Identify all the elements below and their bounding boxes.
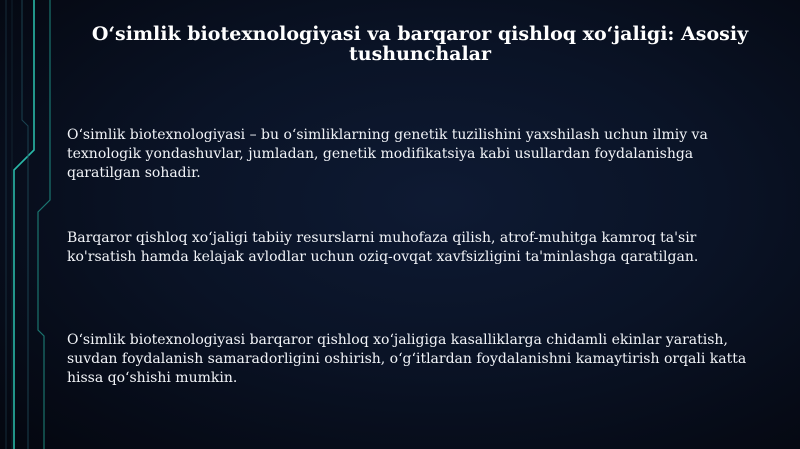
paragraph-contribution: O‘simlik biotexnologiyasi barqaror qishloq xo‘jaligiga kasalliklarga chidamli ekinlar yaratish, suvdan foydalanish samaradorligini oshirish, o‘g‘itlardan foydalanishni kamaytirish orqali katta hissa qo‘shishi mumkin. bbox=[67, 332, 747, 386]
paragraph-definition-biotech: O‘simlik biotexnologiyasi – bu o‘simliklarning genetik tuzilishini yaxshilash uchun ilmiy va texnologik yondashuvlar, jumladan, genetik modifikatsiya kabi usullardan foydalanishga qaratilgan sohadir. bbox=[67, 127, 708, 181]
paragraph-definition-sustainable-agriculture: Barqaror qishloq xo‘jaligi tabiiy resurslarni muhofaza qilish, atrof-muhitga kamroq ta'sir ko'rsatish hamda kelajak avlodlar uchun oziq-ovqat xavfsizligini ta'minlashga qaratilgan. bbox=[67, 230, 699, 265]
deco-line-main bbox=[14, 0, 34, 449]
deco-line-secondary bbox=[38, 0, 50, 449]
decorative-lines bbox=[0, 0, 70, 449]
slide-title: O‘simlik biotexnologiyasi va barqaror qishloq xo‘jaligi: Asosiy tushunchalar bbox=[91, 23, 749, 65]
deco-line-dim bbox=[22, 0, 28, 449]
